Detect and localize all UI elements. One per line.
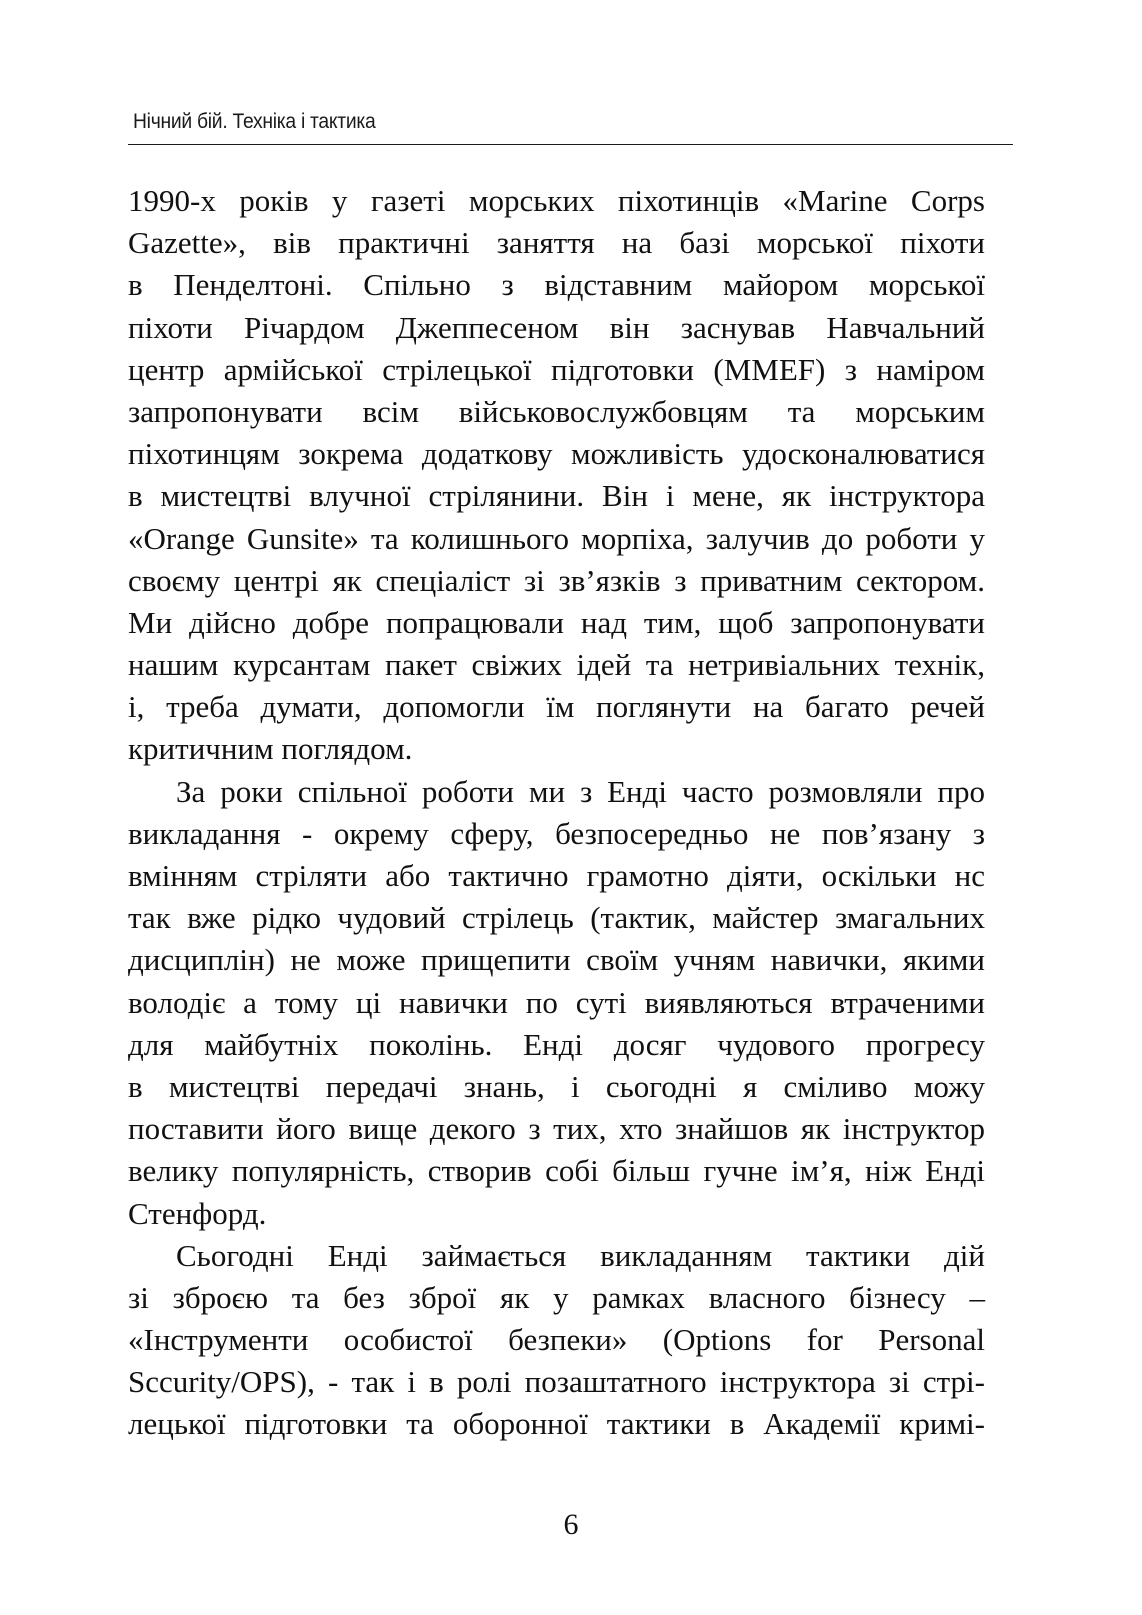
- text-line: «Orange Gunsite» та колишнього морпіха, залучив до роботи у: [128, 520, 985, 556]
- text-line: критичним поглядом.: [128, 731, 413, 767]
- text-line: Sccurity/OPS), - так і в ролі позаштатного інструктора зі стрі-: [128, 1364, 985, 1400]
- text-line: піхотинцям зокрема додаткову можливість удосконалюватися: [128, 436, 985, 472]
- text-line: піхоти Річардом Джеппесеном він заснував Навчальний: [128, 309, 985, 345]
- text-line: викладання - окрему сферу, безпосередньо не пов’язану з: [128, 815, 985, 851]
- text-line: велику популярність, створив собі більш гучне ім’я, ніж Енді: [128, 1153, 985, 1189]
- text-line: Ми дійсно добре попрацювали над тим, щоб запропонувати: [128, 604, 985, 640]
- text-line: Стенфорд.: [128, 1195, 267, 1231]
- text-line: «Інструменти особистої безпеки» (Options for Personal: [128, 1322, 985, 1358]
- text-line: Сьогодні Енді займається викладанням тактики дій: [176, 1237, 985, 1273]
- text-line: Gazette», вів практичні заняття на базі морської піхоти: [128, 225, 985, 261]
- text-line: За роки спільної роботи ми з Енді часто розмовляли про: [176, 773, 985, 809]
- text-line: вмінням стріляти або тактично грамотно діяти, оскільки нс: [128, 858, 985, 893]
- text-line: лецької підготовки та оборонної тактики в Академії кримі-: [128, 1406, 985, 1442]
- running-header: Нічний бій. Техніка і тактика: [133, 110, 376, 133]
- text-line: своєму центрі як спеціаліст зі зв’язків з приватним сектором.: [128, 562, 985, 598]
- text-line: 1990-х років у газеті морських піхотинців «Marine Corps: [128, 183, 985, 218]
- text-line: запропонувати всім військовослужбовцям та морським: [128, 393, 985, 429]
- text-line: нашим курсантам пакет свіжих ідей та нетривіальних технік,: [128, 647, 985, 683]
- header-rule: [128, 144, 1013, 145]
- text-line: зі зброєю та без зброї як у рамках власного бізнесу –: [128, 1279, 985, 1315]
- text-line: в мистецтві передачі знань, і сьогодні я сміливо можу: [128, 1068, 985, 1104]
- text-line: володіє а тому ці навички по суті виявляються втраченими: [128, 984, 985, 1020]
- text-line: поставити його вище декого з тих, хто знайшов як інструктор: [128, 1111, 985, 1147]
- body-text: [128, 180, 985, 1446]
- page-number: 6: [563, 1508, 579, 1541]
- text-line: так вже рідко чудовий стрілець (тактик, майстер змагальних: [128, 900, 985, 936]
- text-line: в мистецтві влучної стрілянини. Він і мене, як інструктора: [128, 478, 985, 514]
- text-line: в Пенделтоні. Спільно з відставним майором морської: [128, 267, 985, 303]
- text-line: центр армійської стрілецької підготовки (MMEF) з наміром: [128, 351, 985, 387]
- text-line: для майбутніх поколінь. Енді досяг чудового прогресу: [128, 1026, 985, 1062]
- text-line: і, треба думати, допомогли їм поглянути на багато речей: [128, 689, 985, 725]
- text-line: дисциплін) не може прищепити своїм учням навички, якими: [128, 942, 985, 978]
